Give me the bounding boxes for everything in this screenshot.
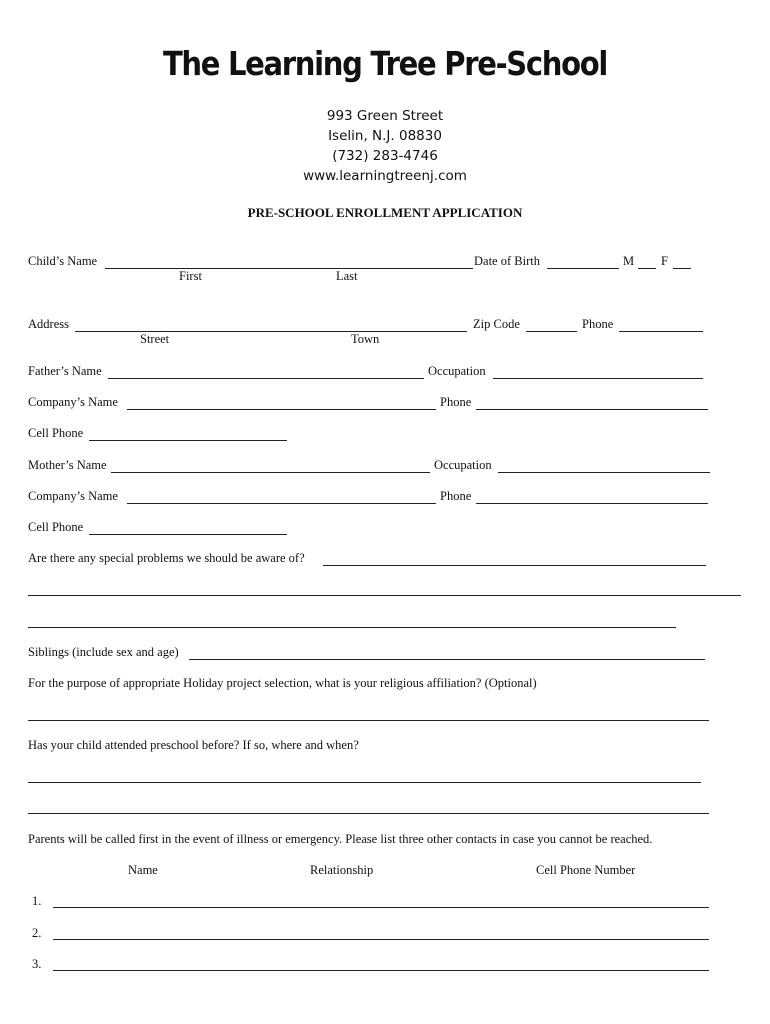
school-logo: The Learning Tree Pre-School <box>162 44 608 83</box>
address-line[interactable] <box>75 331 467 332</box>
fathers-name-line[interactable] <box>108 378 424 379</box>
preschool-before-line-2[interactable] <box>28 813 709 814</box>
school-website: www.learningtreenj.com <box>303 168 467 184</box>
father-company-phone-line[interactable] <box>476 409 708 410</box>
preschool-before-line-1[interactable] <box>28 782 701 783</box>
father-company-line[interactable] <box>127 409 436 410</box>
school-city: Iselin, N.J. 08830 <box>328 128 442 144</box>
contact-3-line[interactable] <box>53 970 709 971</box>
special-problems-label: Are there any special problems we should be aware of? <box>28 551 305 565</box>
religion-label: For the purpose of appropriate Holiday project selection, what is your religious affiliation? (Optional) <box>28 676 537 690</box>
mothers-name-line[interactable] <box>111 472 430 473</box>
father-cell-line[interactable] <box>89 440 287 441</box>
mother-company-line[interactable] <box>127 503 436 504</box>
childs-name-label: Child’s Name <box>28 254 98 268</box>
father-cell-label: Cell Phone <box>28 426 84 440</box>
contact-2-number: 2. <box>32 926 42 940</box>
childs-name-line[interactable] <box>105 268 473 269</box>
mother-occupation-line[interactable] <box>498 472 710 473</box>
mother-cell-label: Cell Phone <box>28 520 84 534</box>
mother-cell-line[interactable] <box>89 534 287 535</box>
town-sublabel: Town <box>351 332 380 346</box>
father-occupation-line[interactable] <box>493 378 703 379</box>
siblings-label: Siblings (include sex and age) <box>28 645 179 659</box>
preschool-before-label: Has your child attended preschool before? If so, where and when? <box>28 738 359 752</box>
zip-label: Zip Code <box>473 317 520 331</box>
contact-1-number: 1. <box>32 894 42 908</box>
zip-line[interactable] <box>526 331 577 332</box>
female-label: F <box>661 254 668 268</box>
mother-company-phone-label: Phone <box>440 489 472 503</box>
father-company-label: Company’s Name <box>28 395 118 409</box>
form-title: PRE-SCHOOL ENROLLMENT APPLICATION <box>247 205 523 220</box>
siblings-line[interactable] <box>189 659 705 660</box>
first-sublabel: First <box>179 269 202 283</box>
father-company-phone-label: Phone <box>440 395 472 409</box>
male-label: M <box>623 254 635 268</box>
dob-label: Date of Birth <box>474 254 540 268</box>
contacts-cell-header: Cell Phone Number <box>536 863 636 877</box>
school-phone: (732) 283-4746 <box>332 148 438 164</box>
special-problems-line-3[interactable] <box>28 627 676 628</box>
contact-2-line[interactable] <box>53 939 709 940</box>
fathers-name-label: Father’s Name <box>28 364 102 378</box>
special-problems-line-1[interactable] <box>323 565 706 566</box>
contacts-relationship-header: Relationship <box>310 863 374 877</box>
contact-3-number: 3. <box>32 957 42 971</box>
special-problems-line-2[interactable] <box>28 595 741 596</box>
religion-line[interactable] <box>28 720 709 721</box>
address-phone-label: Phone <box>582 317 614 331</box>
mother-company-label: Company’s Name <box>28 489 118 503</box>
street-sublabel: Street <box>140 332 170 346</box>
father-occupation-label: Occupation <box>428 364 486 378</box>
last-sublabel: Last <box>336 269 358 283</box>
female-line[interactable] <box>673 268 691 269</box>
dob-line[interactable] <box>547 268 619 269</box>
male-line[interactable] <box>638 268 656 269</box>
school-street: 993 Green Street <box>326 108 444 124</box>
contacts-intro: Parents will be called first in the event of illness or emergency. Please list three other contacts in case you cannot be reached. <box>28 832 653 846</box>
address-label: Address <box>28 317 69 331</box>
mother-occupation-label: Occupation <box>434 458 492 472</box>
mother-company-phone-line[interactable] <box>476 503 708 504</box>
contact-1-line[interactable] <box>53 907 709 908</box>
address-phone-line[interactable] <box>619 331 703 332</box>
mothers-name-label: Mother’s Name <box>28 458 107 472</box>
contacts-name-header: Name <box>128 863 158 877</box>
